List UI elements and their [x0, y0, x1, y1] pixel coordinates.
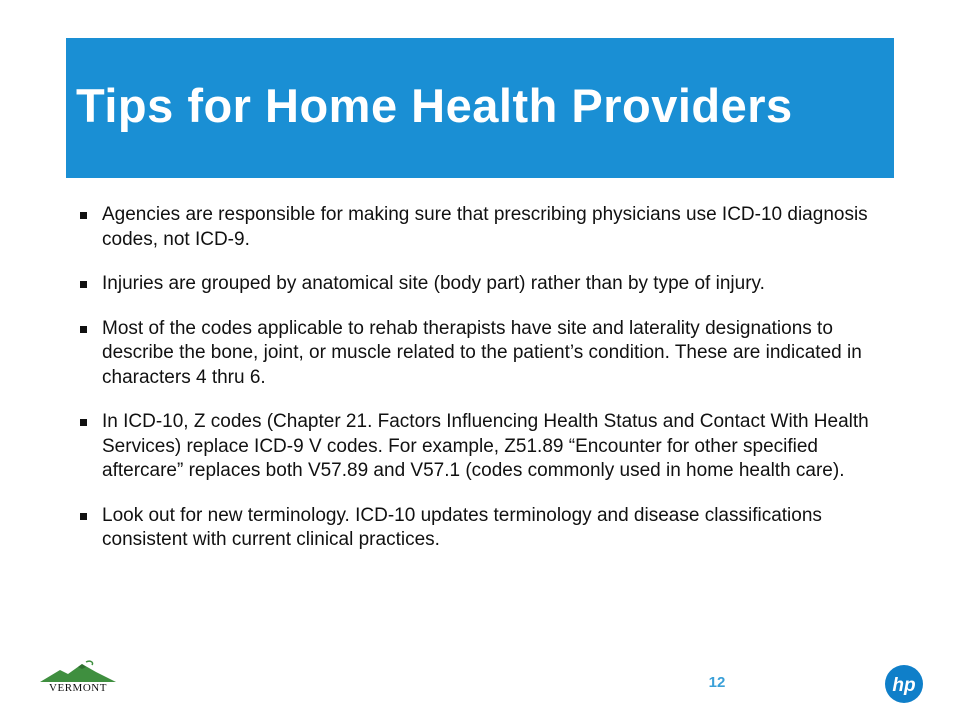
hp-logo-text: hp	[892, 675, 916, 696]
square-bullet-icon	[80, 513, 87, 520]
square-bullet-icon	[80, 212, 87, 219]
hp-logo-icon	[884, 664, 924, 704]
bullet-item	[78, 203, 878, 252]
mountain-icon	[38, 660, 118, 684]
bullet-text: In ICD-10, Z codes (Chapter 21. Factors Influencing Health Status and Contact With Health Services) replace ICD-9 V codes. For example, Z51.89 “Encounter for other specified aftercare” replaces both V57.89 and V57.1 (codes commonly used in home health care).	[102, 411, 869, 481]
slide-title: Tips for Home Health Providers	[76, 79, 793, 132]
bullet-text: Agencies are responsible for making sure that prescribing physicians use ICD-10 diagnosis codes, not ICD-9.	[102, 204, 868, 250]
square-bullet-icon	[80, 419, 87, 426]
bullet-item	[78, 272, 878, 297]
bullet-item	[78, 504, 878, 553]
bullet-item	[78, 410, 878, 484]
bullet-list	[78, 203, 878, 573]
square-bullet-icon	[80, 281, 87, 288]
bullet-text: Most of the codes applicable to rehab therapists have site and laterality designations to describe the bone, joint, or muscle related to the patient’s condition. These are indicated in characters 4 thru 6.	[102, 317, 862, 388]
bullet-text: Look out for new terminology. ICD-10 updates terminology and disease classifications consistent with current clinical practices.	[102, 504, 822, 550]
bullet-item	[78, 317, 878, 391]
title-banner	[66, 38, 894, 178]
page-number: 12	[708, 674, 726, 691]
square-bullet-icon	[80, 326, 87, 333]
vermont-logo-text: VERMONT	[49, 682, 107, 694]
bullet-text: Injuries are grouped by anatomical site (body part) rather than by type of injury.	[102, 273, 765, 294]
vermont-logo	[38, 660, 118, 696]
